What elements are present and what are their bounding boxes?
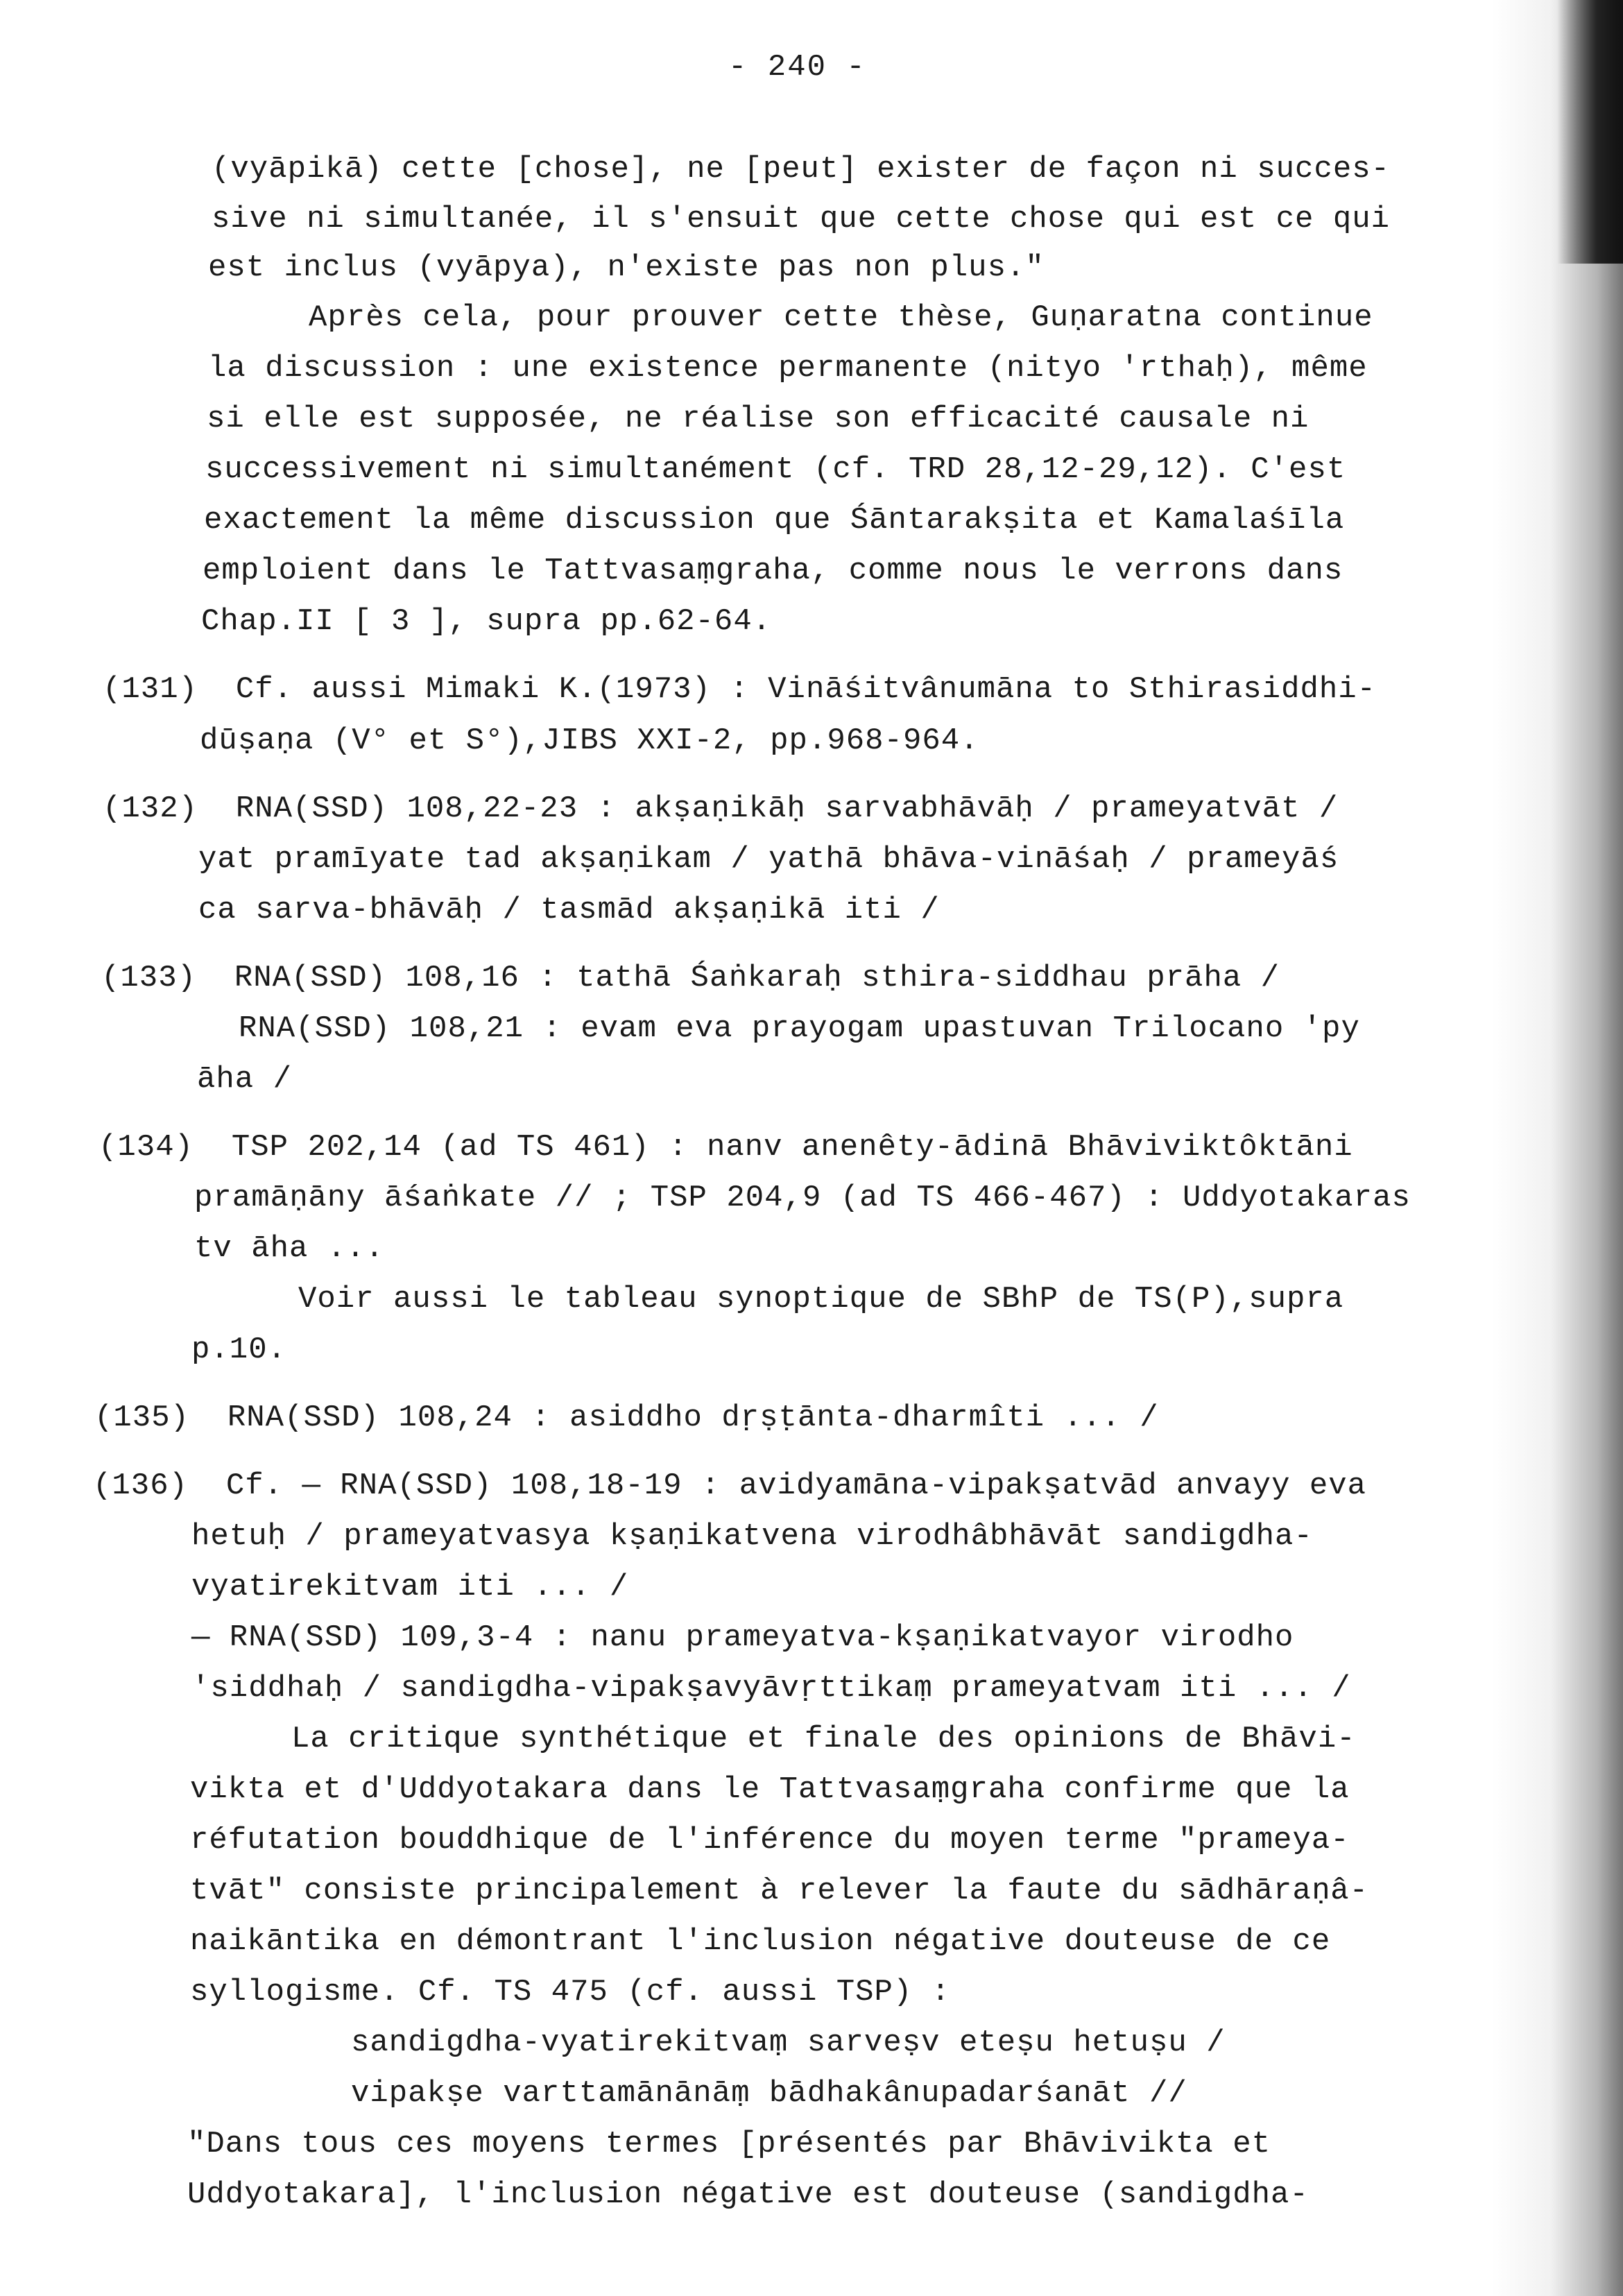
- text-line: tv āha ...: [194, 1231, 385, 1266]
- text-line: — RNA(SSD) 109,3-4 : nanu prameyatva-kṣaṇikatvayor virodho: [191, 1620, 1294, 1655]
- page-edge-shadow: [1491, 0, 1623, 2296]
- text-line: la discussion : une existence permanente (nityo 'rthaḥ), même: [208, 351, 1368, 386]
- text-line: réfutation bouddhique de l'inférence du moyen terme "prameya-: [190, 1823, 1350, 1858]
- text-line: ca sarva-bhāvāḥ / tasmād akṣaṇikā iti /: [198, 893, 940, 927]
- text-line: p.10.: [191, 1333, 287, 1367]
- footnote-134: (134) TSP 202,14 (ad TS 461) : nanv anenêty-ādinā Bhāviviktôktāni: [98, 1130, 1353, 1165]
- text-line: "Dans tous ces moyens termes [présentés par Bhāvivikta et: [187, 2127, 1271, 2161]
- footnote-136: (136) Cf. — RNA(SSD) 108,18-19 : avidyamāna-vipakṣatvād anvayy eva: [93, 1468, 1367, 1503]
- text-line: exactement la même discussion que Śāntarakṣita et Kamalaśīla: [204, 503, 1345, 538]
- page-edge-dark: [1557, 0, 1623, 264]
- page-number: - 240 -: [728, 50, 866, 85]
- text-line: Uddyotakara], l'inclusion négative est douteuse (sandigdha-: [187, 2177, 1309, 2212]
- text-line: tvāt" consiste principalement à relever la faute du sādhāraṇâ-: [190, 1874, 1369, 1908]
- text-line: syllogisme. Cf. TS 475 (cf. aussi TSP) :: [190, 1975, 951, 2010]
- text-line: vyatirekitvam iti ... /: [191, 1570, 629, 1604]
- text-line: 'siddhaḥ / sandigdha-vipakṣavyāvṛttikaṃ prameyatvam iti ... /: [191, 1671, 1351, 1706]
- text-line: emploient dans le Tattvasaṃgraha, comme nous le verrons dans: [203, 554, 1343, 588]
- text-line: yat pramīyate tad akṣaṇikam / yathā bhāva-vināśaḥ / prameyāś: [198, 842, 1339, 877]
- text-line: (vyāpikā) cette [chose], ne [peut] exister de façon ni succes-: [212, 152, 1391, 187]
- text-line: La critique synthétique et finale des opinions de Bhāvi-: [291, 1722, 1356, 1756]
- text-line: si elle est supposée, ne réalise son efficacité causale ni: [207, 402, 1309, 436]
- footnote-133: (133) RNA(SSD) 108,16 : tathā Śaṅkaraḥ sthira-siddhau prāha /: [101, 961, 1280, 995]
- footnote-135: (135) RNA(SSD) 108,24 : asiddho dṛṣṭānta-dharmîti ... /: [94, 1400, 1159, 1435]
- text-line: naikāntika en démontrant l'inclusion négative douteuse de ce: [190, 1924, 1331, 1959]
- text-line: hetuḥ / prameyatvasya kṣaṇikatvena virodhâbhāvāt sandigdha-: [191, 1519, 1313, 1554]
- text-line: Voir aussi le tableau synoptique de SBhP de TS(P),supra: [298, 1282, 1344, 1317]
- text-line: sive ni simultanée, il s'ensuit que cette chose qui est ce qui: [212, 202, 1391, 237]
- verse-line: vipakṣe varttamānānāṃ bādhakânupadarśanāt //: [351, 2076, 1187, 2111]
- verse-line: sandigdha-vyatirekitvaṃ sarveṣv eteṣu hetuṣu /: [351, 2025, 1226, 2060]
- text-line: Après cela, pour prouver cette thèse, Guṇaratna continue: [309, 300, 1373, 335]
- text-line: RNA(SSD) 108,21 : evam eva prayogam upastuvan Trilocano 'py: [239, 1011, 1360, 1046]
- text-line: successivement ni simultanément (cf. TRD 28,12-29,12). C'est: [205, 452, 1346, 487]
- text-line: Chap.II [ 3 ], supra pp.62-64.: [201, 604, 772, 639]
- text-line: dūṣaṇa (V° et S°),JIBS XXI-2, pp.968-964.: [200, 723, 979, 758]
- footnote-131: (131) Cf. aussi Mimaki K.(1973) : Vināśitvânumāna to Sthirasiddhi-: [103, 672, 1377, 707]
- text-line: āha /: [197, 1062, 293, 1097]
- text-line: vikta et d'Uddyotakara dans le Tattvasaṃgraha confirme que la: [190, 1772, 1350, 1807]
- text-line: est inclus (vyāpya), n'existe pas non plus.": [208, 250, 1045, 285]
- text-line: pramāṇāny āśaṅkate // ; TSP 204,9 (ad TS 466-467) : Uddyotakaras: [194, 1181, 1411, 1215]
- footnote-132: (132) RNA(SSD) 108,22-23 : akṣaṇikāḥ sarvabhāvāḥ / prameyatvāt /: [103, 791, 1339, 826]
